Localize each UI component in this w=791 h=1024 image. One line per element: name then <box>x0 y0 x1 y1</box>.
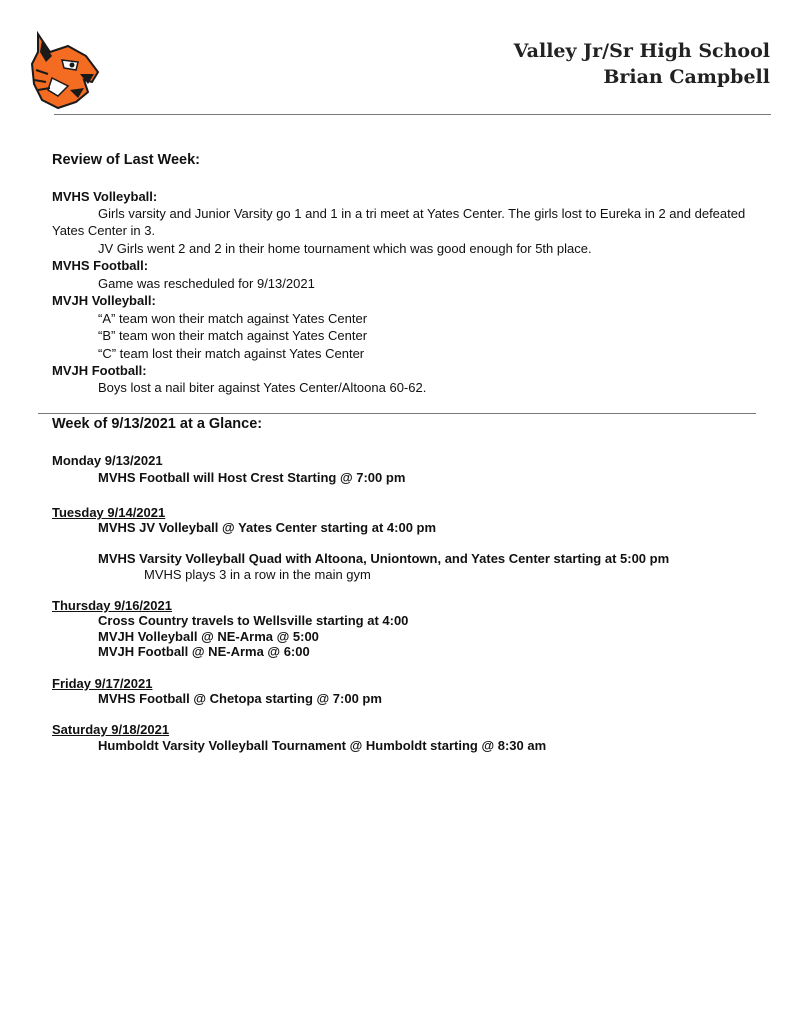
week-heading: Week of 9/13/2021 at a Glance: <box>52 416 263 432</box>
mvhs-volleyball-line-2: Yates Center in 3. <box>52 223 156 238</box>
saturday-event-1: Humboldt Varsity Volleyball Tournament @ Humboldt starting @ 8:30 am <box>98 738 547 753</box>
friday-event-1: MVHS Football @ Chetopa starting @ 7:00 pm <box>98 691 382 706</box>
thursday-event-2: MVJH Volleyball @ NE-Arma @ 5:00 <box>98 629 319 644</box>
saturday-day: Saturday 9/18/2021 <box>52 722 170 737</box>
mvjh-football-title: MVJH Football: <box>52 363 147 378</box>
review-heading: Review of Last Week: <box>52 152 201 168</box>
thursday-day: Thursday 9/16/2021 <box>52 598 172 613</box>
mvhs-volleyball-line-1: Girls varsity and Junior Varsity go 1 and 1 in a tri meet at Yates Center. The girls lost to Eureka in 2 and defeated <box>98 206 746 221</box>
friday-day: Friday 9/17/2021 <box>52 676 153 691</box>
monday-day: Monday 9/13/2021 <box>52 453 163 468</box>
person-name: Brian Campbell <box>603 66 770 88</box>
tuesday-event-1: MVHS JV Volleyball @ Yates Center starting at 4:00 pm <box>98 520 437 535</box>
mvjh-volleyball-line-3: “C” team lost their match against Yates Center <box>98 346 365 361</box>
school-name: Valley Jr/Sr High School <box>513 40 770 62</box>
mvjh-volleyball-line-2: “B” team won their match against Yates Center <box>98 328 368 343</box>
wildcat-logo <box>28 30 100 110</box>
tuesday-event-2: MVHS Varsity Volleyball Quad with Altoona, Uniontown, and Yates Center starting at 5:00 pm <box>98 551 670 566</box>
thursday-event-3: MVJH Football @ NE-Arma @ 6:00 <box>98 644 310 659</box>
mvjh-football-line-1: Boys lost a nail biter against Yates Center/Altoona 60-62. <box>98 380 427 395</box>
mvhs-volleyball-line-3: JV Girls went 2 and 2 in their home tournament which was good enough for 5th place. <box>98 241 592 256</box>
thursday-event-1: Cross Country travels to Wellsville starting at 4:00 <box>98 613 409 628</box>
tuesday-day: Tuesday 9/14/2021 <box>52 505 166 520</box>
monday-event-1: MVHS Football will Host Crest Starting @ 7:00 pm <box>98 470 406 485</box>
tuesday-note: MVHS plays 3 in a row in the main gym <box>144 567 371 582</box>
mvhs-volleyball-title: MVHS Volleyball: <box>52 189 158 204</box>
wildcat-logo-icon <box>28 30 100 110</box>
mvhs-football-title: MVHS Football: <box>52 258 149 273</box>
mvhs-football-line-1: Game was rescheduled for 9/13/2021 <box>98 276 315 291</box>
mvjh-volleyball-title: MVJH Volleyball: <box>52 293 156 308</box>
header-divider <box>54 114 771 115</box>
header-title <box>514 38 770 90</box>
section-divider <box>38 413 756 414</box>
mvjh-volleyball-line-1: “A” team won their match against Yates Center <box>98 311 368 326</box>
